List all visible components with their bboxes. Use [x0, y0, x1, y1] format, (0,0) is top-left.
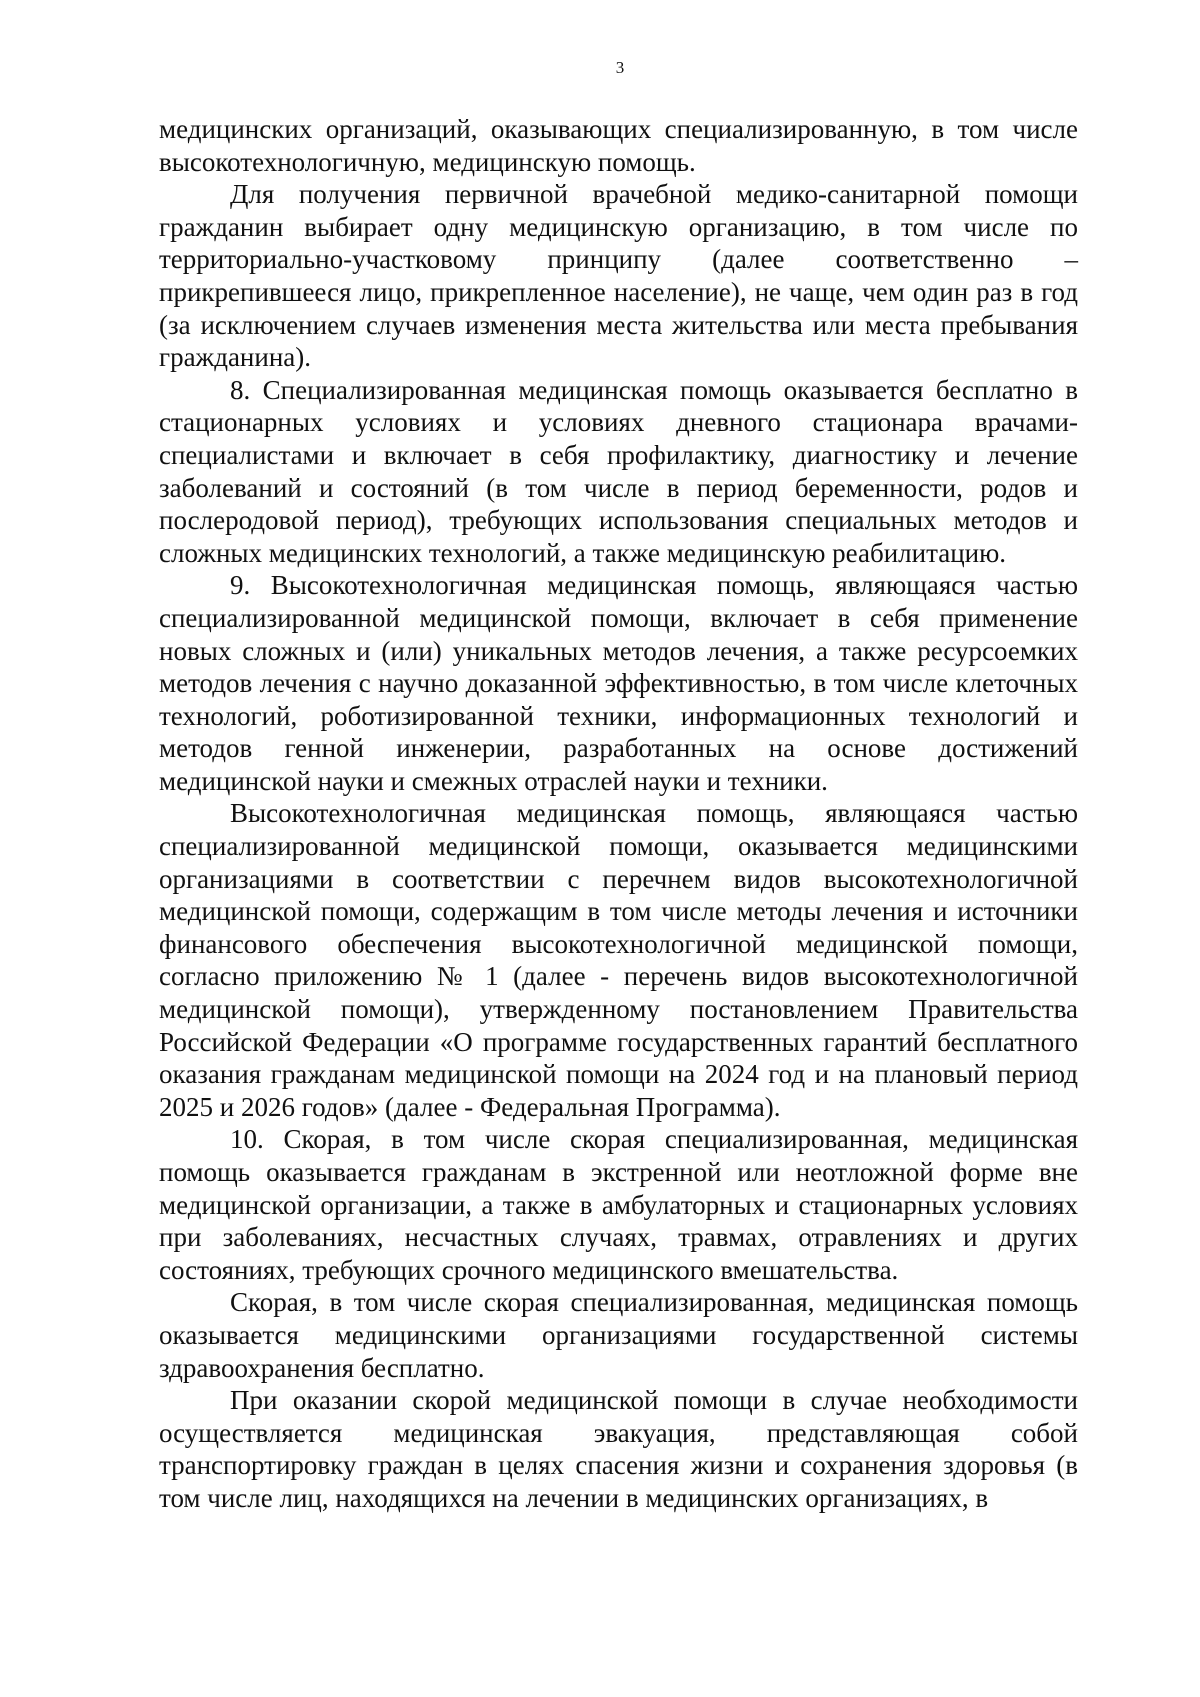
paragraph-primary-care-choice: Для получения первичной врачебной медико-санитарной помощи гражданин выбирает одну медицинскую организацию, в том числе по территориально-участковому принципу (далее соответственно – прикрепившееся лицо, прикрепленное население), не чаще, чем один раз в год (за исключением случаев изменения места жительства или места пребывания гражданина).	[159, 179, 1078, 373]
paragraph-item-10-emergency-care: 10. Скорая, в том числе скорая специализированная, медицинская помощь оказывается гражданам в экстренной или неотложной форме вне медицинской организации, а также в амбулаторных и стационарных условиях при заболеваниях, несчастных случаях, травмах, отравлениях и других состояниях, требующих срочного медицинского вмешательства.	[159, 1124, 1078, 1285]
paragraph-medical-evacuation: При оказании скорой медицинской помощи в случае необходимости осуществляется медицинская эвакуация, представляющая собой транспортировку граждан в целях спасения жизни и сохранения здоровья (в том числе лиц, находящихся на лечении в медицинских организациях, в	[159, 1385, 1078, 1513]
paragraph-high-tech-care-list: Высокотехнологичная медицинская помощь, являющаяся частью специализированной медицинской помощи, оказывается медицинскими организациями в соответствии с перечнем видов высокотехнологичной медицинской помощи, содержащим в том числе методы лечения и источники финансового обеспечения высокотехнологичной медицинской помощи, согласно приложению № 1 (далее - перечень видов высокотехнологичной медицинской помощи), утвержденному постановлением Правительства Российской Федерации «О программе государственных гарантий бесплатного оказания гражданам медицинской помощи на 2024 год и на плановый период 2025 и 2026 годов» (далее - Федеральная Программа).	[159, 798, 1078, 1122]
paragraph-item-9-high-tech-care: 9. Высокотехнологичная медицинская помощь, являющаяся частью специализированной медицинской помощи, включает в себя применение новых сложных и (или) уникальных методов лечения, а также ресурсоемких методов лечения с научно доказанной эффективностью, в том числе клеточных технологий, роботизированной техники, информационных технологий и методов генной инженерии, разработанных на основе достижений медицинской науки и смежных отраслей науки и техники.	[159, 570, 1078, 796]
paragraph-emergency-care-free: Скорая, в том числе скорая специализированная, медицинская помощь оказывается медицинскими организациями государственной системы здравоохранения бесплатно.	[159, 1287, 1078, 1383]
paragraph-item-8-specialized-care: 8. Специализированная медицинская помощь оказывается бесплатно в стационарных условиях и условиях дневного стационара врачами-специалистами и включает в себя профилактику, диагностику и лечение заболеваний и состояний (в том числе в период беременности, родов и послеродовой период), требующих использования специальных методов и сложных медицинских технологий, а также медицинскую реабилитацию.	[159, 374, 1078, 568]
page-number: 3	[615, 58, 625, 77]
paragraph-continuation: медицинских организаций, оказывающих специализированную, в том числе высокотехнологичную, медицинскую помощь.	[159, 114, 1078, 177]
document-body	[159, 113, 1078, 1515]
